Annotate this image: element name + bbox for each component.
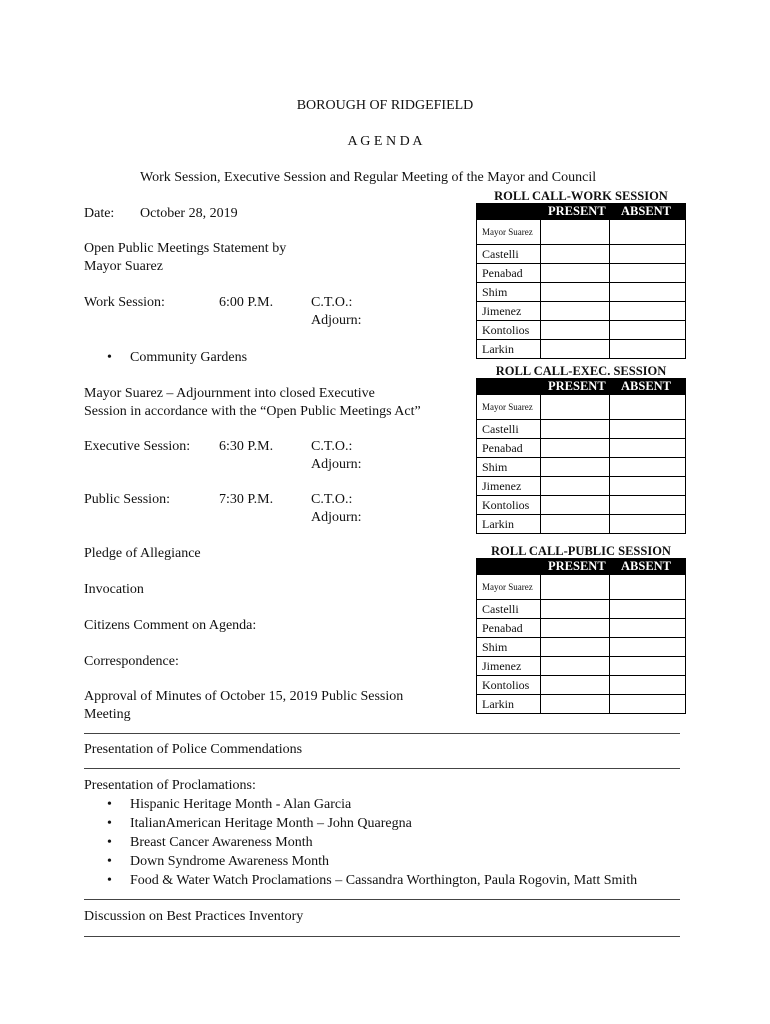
roll-call-title: ROLL CALL-EXEC. SESSION	[495, 364, 667, 378]
present-cell[interactable]	[541, 395, 610, 419]
member-name: Shim	[477, 458, 541, 476]
roll-call-row	[477, 245, 685, 264]
proclamation-item	[107, 853, 329, 871]
member-name: Penabad	[477, 264, 541, 282]
present-cell[interactable]	[541, 496, 610, 514]
roll-call-row	[477, 420, 685, 439]
present-cell[interactable]	[541, 321, 610, 339]
absent-cell[interactable]	[610, 477, 685, 495]
proclamation-text: Down Syndrome Awareness Month	[130, 854, 329, 869]
absent-cell[interactable]	[610, 420, 685, 438]
discussion-item: Discussion on Best Practices Inventory	[84, 909, 304, 924]
bullet-icon: •	[107, 873, 112, 888]
roll-call-row	[477, 340, 685, 358]
roll-call-row	[477, 283, 685, 302]
roll-call-row	[477, 638, 685, 657]
date-value: October 28, 2019	[140, 206, 238, 221]
proclamation-item	[107, 834, 313, 852]
citizens-comment-item: Citizens Comment on Agenda:	[84, 618, 257, 633]
roll-call-title: ROLL CALL-PUBLIC SESSION	[491, 544, 671, 558]
roll-call-row	[477, 220, 685, 245]
present-cell[interactable]	[541, 264, 610, 282]
absent-cell[interactable]	[610, 638, 685, 656]
present-cell[interactable]	[541, 638, 610, 656]
pledge-item: Pledge of Allegiance	[84, 546, 201, 561]
present-cell[interactable]	[541, 245, 610, 263]
roll-call-header	[476, 203, 686, 220]
proclamation-item	[107, 815, 412, 833]
absent-cell[interactable]	[610, 695, 685, 713]
member-name: Kontolios	[477, 496, 541, 514]
present-cell[interactable]	[541, 515, 610, 533]
work-session-label: Work Session:	[84, 295, 165, 310]
work-session-cto: C.T.O.:	[311, 295, 353, 310]
proclamation-text: Food & Water Watch Proclamations – Cassandra Worthington, Paula Rogovin, Matt Smith	[130, 873, 638, 888]
absent-cell[interactable]	[610, 496, 685, 514]
correspondence-item: Correspondence:	[84, 654, 179, 669]
present-cell[interactable]	[541, 657, 610, 675]
minutes-line-1: Approval of Minutes of October 15, 2019 Public Session	[84, 689, 404, 704]
member-name: Shim	[477, 638, 541, 656]
proclamations-title: Presentation of Proclamations:	[84, 778, 256, 793]
meeting-title: Work Session, Executive Session and Regular Meeting of the Mayor and Council	[140, 170, 597, 185]
exec-session-time: 6:30 P.M.	[219, 439, 274, 454]
present-cell[interactable]	[541, 676, 610, 694]
work-item	[107, 349, 248, 367]
present-cell[interactable]	[541, 420, 610, 438]
agenda-title: A G E N D A	[347, 134, 423, 149]
member-name: Mayor Suarez	[477, 575, 541, 599]
absent-cell[interactable]	[610, 515, 685, 533]
roll-call-public-table	[476, 544, 686, 714]
absent-cell[interactable]	[610, 283, 685, 301]
member-name: Mayor Suarez	[477, 220, 541, 244]
proclamation-item	[107, 872, 638, 890]
member-name: Castelli	[477, 600, 541, 618]
divider	[84, 936, 680, 937]
roll-call-row	[477, 657, 685, 676]
divider	[84, 733, 680, 734]
absent-cell[interactable]	[610, 245, 685, 263]
roll-call-row	[477, 515, 685, 533]
member-name: Castelli	[477, 245, 541, 263]
absent-cell[interactable]	[610, 340, 685, 358]
present-cell[interactable]	[541, 220, 610, 244]
present-cell[interactable]	[541, 477, 610, 495]
public-session-cto: C.T.O.:	[311, 492, 353, 507]
exec-adjourn-line-1: Mayor Suarez – Adjournment into closed Executive	[84, 386, 375, 401]
present-cell[interactable]	[541, 619, 610, 637]
present-cell[interactable]	[541, 575, 610, 599]
roll-call-row	[477, 619, 685, 638]
absent-cell[interactable]	[610, 439, 685, 457]
present-cell[interactable]	[541, 458, 610, 476]
present-cell[interactable]	[541, 302, 610, 320]
member-name: Jimenez	[477, 657, 541, 675]
present-header: PRESENT	[548, 559, 606, 573]
member-name: Penabad	[477, 619, 541, 637]
absent-header: ABSENT	[621, 559, 672, 573]
roll-call-row	[477, 496, 685, 515]
absent-header: ABSENT	[621, 204, 672, 218]
absent-cell[interactable]	[610, 575, 685, 599]
roll-call-row	[477, 458, 685, 477]
present-cell[interactable]	[541, 283, 610, 301]
bullet-icon: •	[107, 816, 112, 831]
proclamation-item	[107, 796, 352, 814]
public-session-label: Public Session:	[84, 492, 170, 507]
present-header: PRESENT	[548, 204, 606, 218]
roll-call-row	[477, 676, 685, 695]
roll-call-row	[477, 600, 685, 619]
roll-call-row	[477, 575, 685, 600]
divider	[84, 768, 680, 769]
roll-call-work-table	[476, 189, 686, 359]
exec-session-adjourn: Adjourn:	[311, 457, 362, 472]
date-label: Date:	[84, 206, 115, 221]
opening-line-1: Open Public Meetings Statement by	[84, 241, 287, 256]
divider	[84, 899, 680, 900]
bullet-icon: •	[107, 854, 112, 869]
roll-call-title: ROLL CALL-WORK SESSION	[494, 189, 668, 203]
proclamation-text: Breast Cancer Awareness Month	[130, 835, 313, 850]
absent-cell[interactable]	[610, 600, 685, 618]
absent-header: ABSENT	[621, 379, 672, 393]
member-name: Shim	[477, 283, 541, 301]
public-session-time: 7:30 P.M.	[219, 492, 274, 507]
present-cell[interactable]	[541, 439, 610, 457]
present-cell[interactable]	[541, 340, 610, 358]
present-header: PRESENT	[548, 379, 606, 393]
roll-call-header	[476, 558, 686, 575]
absent-cell[interactable]	[610, 458, 685, 476]
member-name: Jimenez	[477, 477, 541, 495]
absent-cell[interactable]	[610, 302, 685, 320]
roll-call-row	[477, 477, 685, 496]
opening-line-2: Mayor Suarez	[84, 259, 163, 274]
work-session-adjourn: Adjourn:	[311, 313, 362, 328]
member-name: Larkin	[477, 340, 541, 358]
roll-call-row	[477, 264, 685, 283]
member-name: Jimenez	[477, 302, 541, 320]
roll-call-row	[477, 439, 685, 458]
absent-cell[interactable]	[610, 676, 685, 694]
roll-call-header	[476, 378, 686, 395]
absent-cell[interactable]	[610, 657, 685, 675]
invocation-item: Invocation	[84, 582, 144, 597]
roll-call-row	[477, 321, 685, 340]
exec-adjourn-line-2: Session in accordance with the “Open Public Meetings Act”	[84, 404, 421, 419]
member-name: Kontolios	[477, 676, 541, 694]
absent-cell[interactable]	[610, 321, 685, 339]
proclamation-text: ItalianAmerican Heritage Month – John Quaregna	[130, 816, 412, 831]
exec-session-cto: C.T.O.:	[311, 439, 353, 454]
absent-cell[interactable]	[610, 264, 685, 282]
public-session-adjourn: Adjourn:	[311, 510, 362, 525]
absent-cell[interactable]	[610, 619, 685, 637]
minutes-line-2: Meeting	[84, 707, 131, 722]
member-name: Mayor Suarez	[477, 395, 541, 419]
member-name: Penabad	[477, 439, 541, 457]
member-name: Castelli	[477, 420, 541, 438]
bullet-icon: •	[107, 797, 112, 812]
bullet-icon: •	[107, 835, 112, 850]
proclamation-text: Hispanic Heritage Month - Alan Garcia	[130, 797, 352, 812]
roll-call-row	[477, 395, 685, 420]
police-commendations-item: Presentation of Police Commendations	[84, 742, 303, 757]
member-name: Larkin	[477, 695, 541, 713]
bullet-icon: •	[107, 350, 112, 365]
member-name: Kontolios	[477, 321, 541, 339]
member-name: Larkin	[477, 515, 541, 533]
absent-cell[interactable]	[610, 220, 685, 244]
present-cell[interactable]	[541, 695, 610, 713]
roll-call-row	[477, 695, 685, 713]
absent-cell[interactable]	[610, 395, 685, 419]
work-item-text: Community Gardens	[130, 350, 248, 365]
present-cell[interactable]	[541, 600, 610, 618]
exec-session-label: Executive Session:	[84, 439, 191, 454]
roll-call-row	[477, 302, 685, 321]
work-session-time: 6:00 P.M.	[219, 295, 274, 310]
borough-title: BOROUGH OF RIDGEFIELD	[296, 98, 474, 113]
roll-call-exec-table	[476, 364, 686, 534]
